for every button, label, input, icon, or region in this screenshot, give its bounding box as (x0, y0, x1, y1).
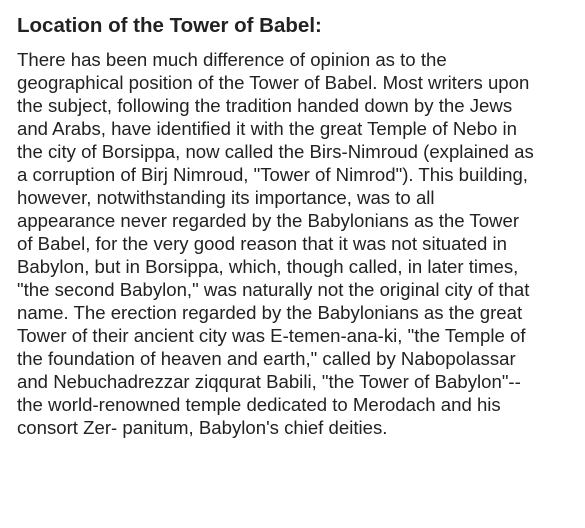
paragraph-line: the world-renowned temple dedicated to Merodach and his (17, 394, 501, 415)
paragraph-line: however, notwithstanding its importance, was to all (17, 187, 435, 208)
paragraph-line: name. The erection regarded by the Babylonians as the great (17, 302, 523, 323)
paragraph-line: the foundation of heaven and earth," called by Nabopolassar (17, 348, 516, 369)
paragraph-line: consort Zer- panitum, Babylon's chief deities. (17, 417, 388, 438)
paragraph-line: the subject, following the tradition handed down by the Jews (17, 95, 513, 116)
paragraph-line: the city of Borsippa, now called the Birs-Nimroud (explained as (17, 141, 534, 162)
paragraph-line: a corruption of Birj Nimroud, "Tower of Nimrod"). This building, (17, 164, 528, 185)
paragraph-line: appearance never regarded by the Babylonians as the Tower (17, 210, 520, 231)
body-paragraph (17, 48, 585, 439)
paragraph-line: and Nebuchadrezzar ziqqurat Babili, "the Tower of Babylon"-- (17, 371, 521, 392)
paragraph-line: There has been much difference of opinion as to the (17, 49, 447, 70)
paragraph-line: and Arabs, have identified it with the great Temple of Nebo in (17, 118, 517, 139)
paragraph-line: "the second Babylon," was naturally not the original city of that (17, 279, 530, 300)
paragraph-line: geographical position of the Tower of Babel. Most writers upon (17, 72, 530, 93)
paragraph-line: Babylon, but in Borsippa, which, though called, in later times, (17, 256, 519, 277)
paragraph-line: of Babel, for the very good reason that it was not situated in (17, 233, 507, 254)
paragraph-line: Tower of their ancient city was E-temen-ana-ki, "the Temple of (17, 325, 526, 346)
section-heading: Location of the Tower of Babel: (17, 14, 322, 37)
